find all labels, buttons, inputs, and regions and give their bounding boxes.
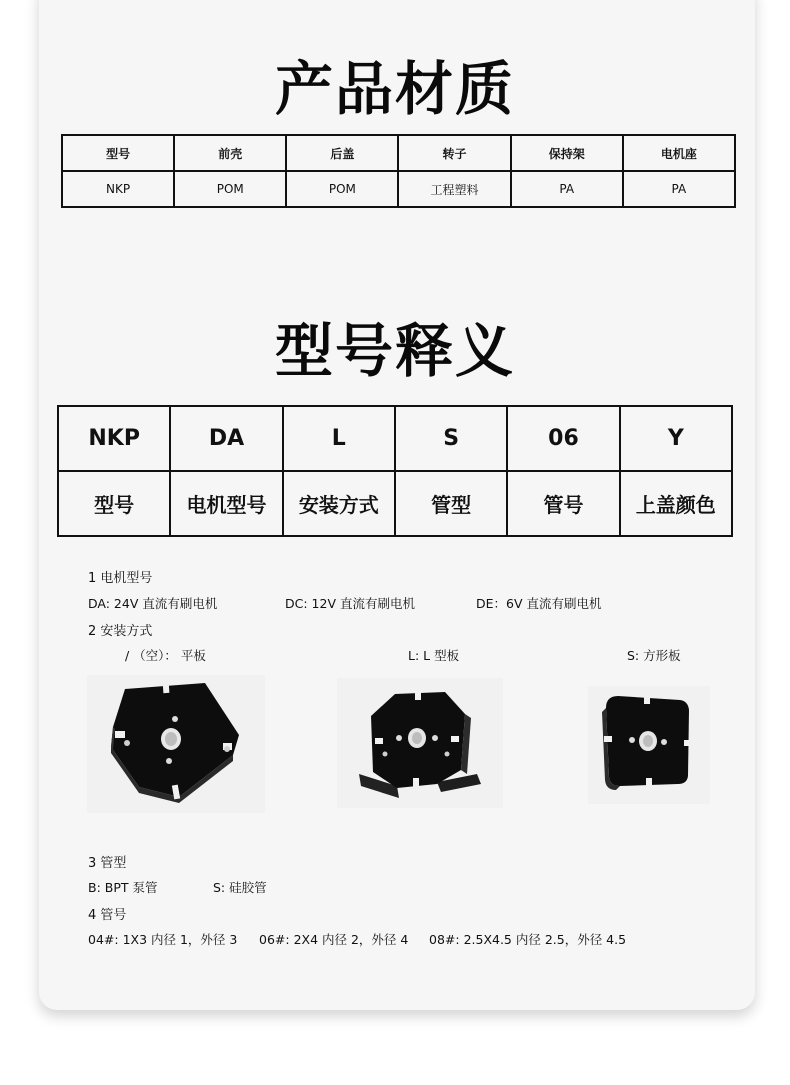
material-value-cell: 工程塑料	[398, 171, 510, 207]
motor-item-da: DA: 24V 直流有刷电机	[88, 596, 218, 611]
material-header-cell: 保持架	[511, 135, 623, 171]
material-title: 产品材质	[274, 55, 515, 123]
model-code-cell: L	[283, 406, 395, 471]
material-header-cell: 型号	[62, 135, 174, 171]
model-code-cell: Y	[620, 406, 732, 471]
tube-no-08: 08#: 2.5X4.5 内径 2.5，外径 4.5	[429, 932, 627, 947]
model-code-cell: NKP	[58, 406, 170, 471]
mount-option-l: L: L 型板	[408, 648, 460, 663]
tube-no-heading: 4 管号	[88, 908, 127, 923]
flat-plate-image	[87, 675, 265, 813]
model-meaning-cell: 上盖颜色	[620, 471, 732, 536]
model-meaning-cell: 管号	[507, 471, 619, 536]
material-header-cell: 后盖	[286, 135, 398, 171]
mount-heading: 2 安装方式	[88, 624, 153, 639]
model-meaning-cell: 安装方式	[283, 471, 395, 536]
material-value-cell: PA	[623, 171, 735, 207]
square-plate-image	[588, 686, 710, 804]
motor-heading: 1 电机型号	[88, 571, 153, 586]
l-plate-image	[337, 678, 503, 808]
model-meaning-cell: 电机型号	[170, 471, 282, 536]
material-header-row	[62, 135, 735, 171]
tube-type-bpt: B: BPT 泵管	[88, 880, 158, 895]
model-code-row	[58, 406, 732, 471]
tube-no-04: 04#: 1X3 内径 1，外径 3	[88, 932, 238, 947]
material-value-cell: NKP	[62, 171, 174, 207]
model-table	[57, 405, 733, 537]
material-value-cell: PA	[511, 171, 623, 207]
motor-item-dc: DC: 12V 直流有刷电机	[285, 596, 415, 611]
mount-option-s: S: 方形板	[627, 648, 681, 663]
material-header-cell: 前壳	[174, 135, 286, 171]
model-title: 型号释义	[274, 317, 515, 385]
motor-item-de: DE：6V 直流有刷电机	[476, 596, 602, 611]
model-code-cell: DA	[170, 406, 282, 471]
model-code-cell: 06	[507, 406, 619, 471]
material-header-cell: 电机座	[623, 135, 735, 171]
material-value-cell: POM	[286, 171, 398, 207]
material-table	[61, 134, 736, 208]
model-meaning-cell: 型号	[58, 471, 170, 536]
material-header-cell: 转子	[398, 135, 510, 171]
model-meaning-row	[58, 471, 732, 536]
tube-type-silicone: S: 硅胶管	[213, 880, 267, 895]
tube-type-heading: 3 管型	[88, 856, 127, 871]
material-value-row	[62, 171, 735, 207]
mount-option-flat: / （空）： 平板	[125, 648, 206, 663]
material-value-cell: POM	[174, 171, 286, 207]
model-code-cell: S	[395, 406, 507, 471]
tube-no-06: 06#: 2X4 内径 2，外径 4	[259, 932, 409, 947]
model-meaning-cell: 管型	[395, 471, 507, 536]
